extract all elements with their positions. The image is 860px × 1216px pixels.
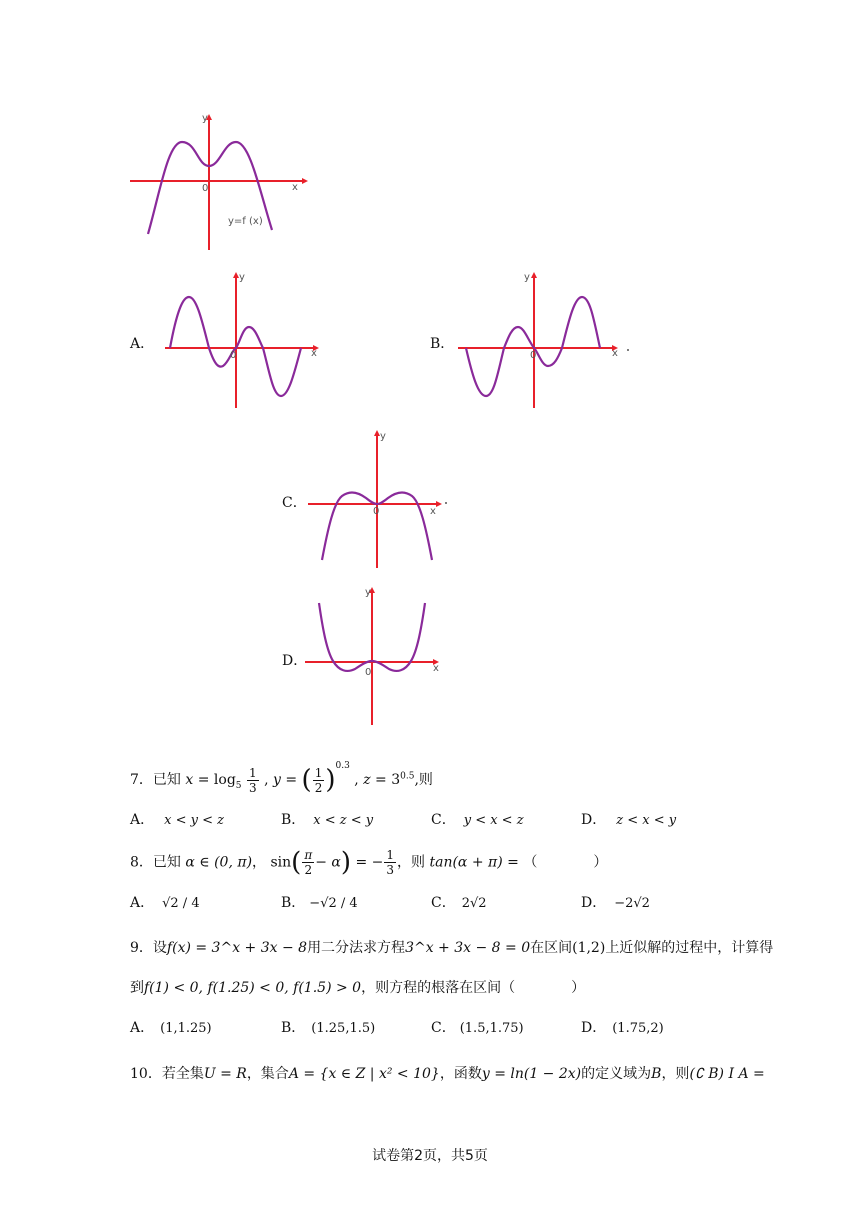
option-c-graph[interactable] bbox=[308, 428, 450, 570]
option-c-letter[interactable]: C． bbox=[282, 495, 307, 511]
option-c-origin-label: 0 bbox=[373, 506, 380, 517]
q8-option-d[interactable] bbox=[581, 893, 650, 914]
question-8: 8．已知 α ∈ (0, π)， sin( $\frac{\pi}{2}$ − α) = − $\frac{1}{3}$ ，则 tan(α + π) = （ ） bbox=[130, 847, 608, 878]
option-b-x-label: x bbox=[612, 348, 618, 359]
q7-option-c[interactable] bbox=[431, 810, 524, 831]
q9-equation: 3^x + 3x − 8 = 0 bbox=[405, 940, 531, 956]
main-x-label: x bbox=[292, 182, 298, 193]
option-c-y-label: y bbox=[380, 431, 386, 442]
q10-text-c: ，函数 bbox=[439, 1066, 482, 1082]
q9-option-a-letter: A． bbox=[130, 1020, 155, 1036]
option-a-x-label: x bbox=[311, 348, 317, 359]
q7-option-d-text: z < x < y bbox=[616, 813, 677, 828]
q9-option-c[interactable] bbox=[431, 1018, 524, 1039]
option-c-x-label: x bbox=[430, 506, 436, 517]
q8-three: 3 bbox=[386, 863, 395, 877]
q8-one: 1 bbox=[386, 848, 395, 862]
q7-option-c-letter: C． bbox=[431, 812, 456, 828]
q7-option-a[interactable] bbox=[130, 810, 224, 831]
q8-sin: sin bbox=[270, 854, 292, 871]
q7-log: log bbox=[213, 772, 236, 788]
q8-tan: tan(α + π) = bbox=[429, 854, 519, 871]
q9-option-c-text: (1.5,1.75) bbox=[459, 1021, 524, 1036]
option-d-x-label: x bbox=[433, 663, 439, 674]
q7-option-c-text: y < x < z bbox=[463, 813, 524, 828]
q10-function: y = ln(1 − 2x) bbox=[481, 1066, 582, 1082]
page-footer: 试卷第2页，共5页 bbox=[372, 1148, 488, 1164]
q9-option-b[interactable] bbox=[281, 1018, 375, 1039]
q7-frac-den: 3 bbox=[248, 780, 257, 795]
q9-text-c: 在区间 bbox=[530, 940, 573, 956]
q9-option-d[interactable] bbox=[581, 1018, 664, 1039]
q7-half-den: 2 bbox=[314, 780, 323, 795]
q8-pi: π bbox=[304, 848, 313, 862]
q8-number: 8．已知 bbox=[130, 854, 181, 871]
q7-exp-2: 0.5 bbox=[400, 771, 415, 782]
q9-option-a[interactable] bbox=[130, 1018, 212, 1039]
q9-interval: (1,2) bbox=[572, 940, 606, 956]
question-7: 7．已知 $x = \log_5$ $\frac{1}{3}$ , y = ( $\frac{1}{2}$ )$^{0.3}$ , $z = 3^{0.5}$,则 bbox=[130, 761, 433, 795]
option-d-y-label: y bbox=[365, 587, 371, 598]
q7-eq-3: = bbox=[375, 772, 387, 788]
q7-frac-num: 1 bbox=[248, 765, 257, 780]
q7-fraction-1-2 bbox=[313, 766, 325, 795]
q9-option-a-text: (1,1.25) bbox=[160, 1021, 212, 1036]
question-9-line-2 bbox=[130, 978, 585, 998]
q9-text-d: 上近似解的过程中，计算得 bbox=[605, 940, 774, 956]
q7-exp-1: 0.3 bbox=[335, 761, 350, 771]
q7-y-var: y bbox=[272, 772, 281, 788]
q8-option-a[interactable] bbox=[130, 893, 200, 914]
q8-minus-alpha: − α bbox=[315, 854, 341, 871]
q9-option-b-text: (1.25,1.5) bbox=[311, 1021, 376, 1036]
q7-z-var: z bbox=[363, 772, 371, 788]
q8-option-d-text: −2√2 bbox=[614, 896, 650, 911]
q9-text-b: 用二分法求方程 bbox=[307, 940, 406, 956]
q7-eq-2: = bbox=[285, 772, 298, 788]
q7-half-num: 1 bbox=[314, 765, 323, 780]
main-y-label: y bbox=[202, 113, 208, 124]
q8-option-c-text: 2√2 bbox=[461, 896, 487, 911]
q8-option-b-text: −√2 / 4 bbox=[309, 896, 358, 911]
option-a-origin-label: 0 bbox=[230, 350, 237, 361]
option-d-origin-label: 0 bbox=[365, 667, 372, 678]
question-9-line-1 bbox=[130, 938, 773, 958]
option-b-letter[interactable]: B． bbox=[430, 336, 455, 352]
main-function-graph bbox=[130, 112, 310, 254]
q8-option-a-letter: A． bbox=[130, 895, 155, 911]
q8-option-b[interactable] bbox=[281, 893, 358, 914]
q9-option-b-letter: B． bbox=[281, 1020, 306, 1036]
q10-text-d: 的定义域为 bbox=[581, 1066, 652, 1082]
q9-text-2b: ，则方程的根落在区间（ ） bbox=[361, 980, 586, 996]
q7-option-a-text: x < y < z bbox=[164, 813, 224, 828]
q8-option-d-letter: D． bbox=[581, 895, 607, 911]
main-func-label: y=f (x) bbox=[228, 216, 263, 227]
option-b-origin-label: 0 bbox=[530, 350, 537, 361]
option-a-y-label: y bbox=[239, 272, 245, 283]
question-10 bbox=[130, 1064, 765, 1084]
q9-option-d-text: (1.75,2) bbox=[612, 1021, 664, 1036]
q7-option-d[interactable] bbox=[581, 810, 676, 831]
q8-eq-neg: = − bbox=[355, 854, 384, 871]
q8-then: ，则 bbox=[397, 854, 426, 871]
q10-set-a: A = {x ∈ Z | x² < 10} bbox=[288, 1066, 440, 1082]
option-b-y-label: y bbox=[524, 272, 530, 283]
q7-option-b-letter: B． bbox=[281, 812, 306, 828]
q8-answer-blank: （ ） bbox=[523, 854, 608, 871]
q8-option-c-letter: C． bbox=[431, 895, 456, 911]
q7-x-var: x bbox=[185, 772, 194, 788]
q9-option-c-letter: C． bbox=[431, 1020, 456, 1036]
q8-two: 2 bbox=[304, 863, 313, 877]
q7-option-d-letter: D． bbox=[581, 812, 607, 828]
q10-number: 10．若全集 bbox=[130, 1066, 204, 1082]
q8-fraction-1-3 bbox=[384, 848, 396, 877]
q10-set-b: B bbox=[651, 1066, 662, 1082]
q8-option-a-text: √2 / 4 bbox=[162, 896, 200, 911]
q9-number: 9．设 bbox=[130, 940, 167, 956]
q8-option-c[interactable] bbox=[431, 893, 487, 914]
option-d-letter[interactable]: D． bbox=[282, 653, 308, 669]
q7-then: ,则 bbox=[414, 772, 433, 788]
q9-text-2a: 到 bbox=[130, 980, 144, 996]
q7-number: 7．已知 bbox=[130, 772, 181, 788]
q7-three-base: 3 bbox=[391, 772, 401, 788]
q7-option-b[interactable] bbox=[281, 810, 373, 831]
q7-log-base: 5 bbox=[235, 780, 242, 791]
q7-fraction-1-3 bbox=[247, 766, 259, 795]
q9-conditions: f(1) < 0, f(1.25) < 0, f(1.5) > 0 bbox=[144, 980, 362, 996]
main-origin-label: 0 bbox=[202, 183, 209, 194]
q9-option-d-letter: D． bbox=[581, 1020, 607, 1036]
q10-universal-set: U = R bbox=[203, 1066, 247, 1082]
q8-alpha-range: α ∈ (0, π) bbox=[185, 854, 253, 871]
q7-option-a-letter: A． bbox=[130, 812, 155, 828]
option-b-graph[interactable] bbox=[458, 270, 630, 410]
q10-text-b: ，集合 bbox=[246, 1066, 289, 1082]
option-d-graph[interactable] bbox=[305, 585, 447, 727]
option-a-letter[interactable]: A． bbox=[130, 336, 155, 352]
option-a-graph[interactable] bbox=[165, 270, 325, 410]
q7-option-b-text: x < z < y bbox=[313, 813, 374, 828]
q9-function: f(x) = 3^x + 3x − 8 bbox=[166, 940, 308, 956]
q10-expression: (∁ B) I A = bbox=[689, 1066, 765, 1082]
q8-fraction-pi-2 bbox=[302, 848, 314, 877]
q10-text-e: ，则 bbox=[661, 1066, 690, 1082]
q7-eq: = bbox=[197, 772, 210, 788]
q8-option-b-letter: B． bbox=[281, 895, 306, 911]
